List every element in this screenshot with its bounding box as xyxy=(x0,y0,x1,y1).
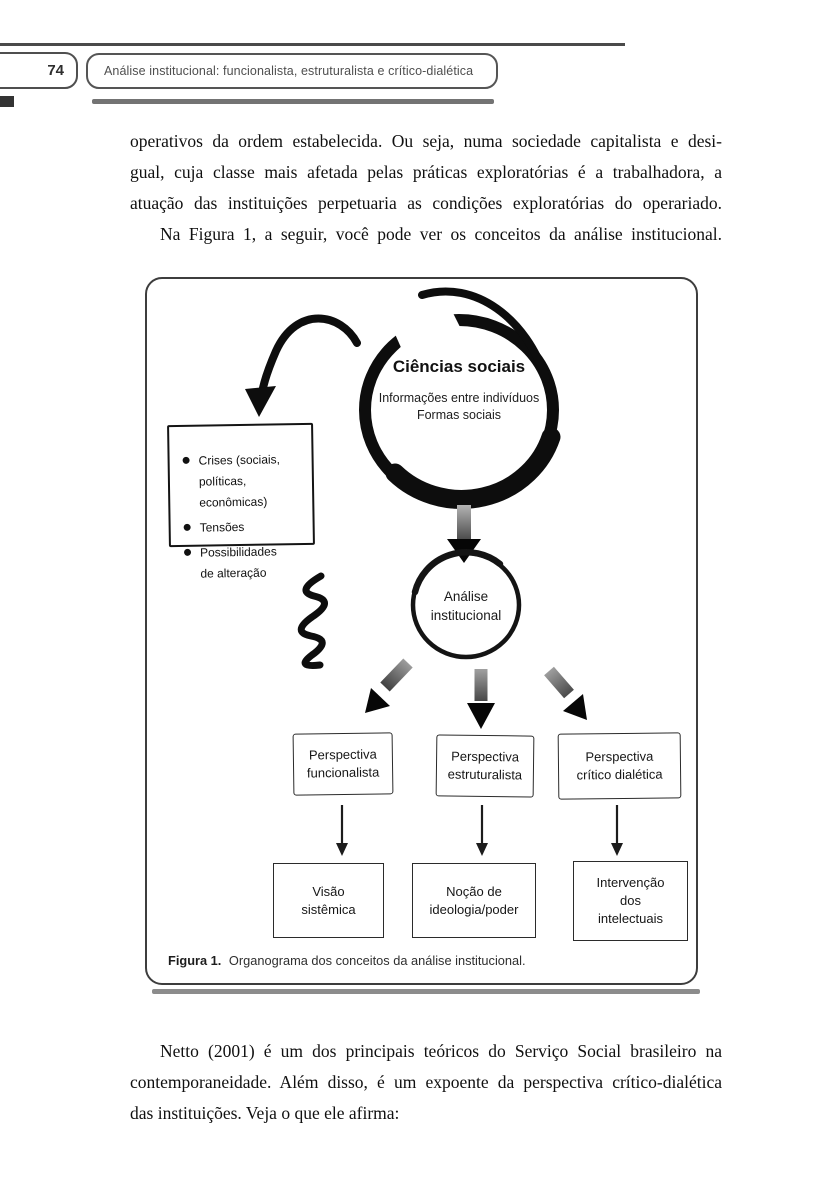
crisis-box xyxy=(167,423,315,581)
intro-line-4: Na Figura 1, a seguir, você pode ver os conceitos da análise institucional. xyxy=(160,224,722,244)
crisis-item-1-line-1: Crises (sociais, xyxy=(198,452,281,468)
intro-line-2: gual, cuja classe mais afetada pelas práticas exploratórias é a trabalhadora, a xyxy=(130,162,722,182)
fan-arrow-middle xyxy=(467,669,495,729)
chapter-title-shadow xyxy=(92,99,494,104)
figure-frame-shadow xyxy=(152,989,700,994)
o1-line-1: Visão xyxy=(312,883,345,899)
chapter-title-box xyxy=(86,53,498,89)
sciences-sub2: Formas sociais xyxy=(416,408,502,422)
p1-line-2: funcionalista xyxy=(306,764,380,781)
sciences-sub1: Informações entre indivíduos xyxy=(378,391,540,405)
header-top-rule xyxy=(0,43,625,46)
box-perspectiva-estruturalista xyxy=(436,734,535,797)
thin-arrow-middle xyxy=(476,805,488,856)
thin-arrow-right xyxy=(611,805,623,856)
crisis-item-3 xyxy=(184,541,310,585)
page-number: 74 xyxy=(47,62,64,79)
bullet-icon xyxy=(183,457,190,464)
p1-line-1: Perspectiva xyxy=(308,746,377,763)
o3-line-1: Intervenção xyxy=(596,875,665,890)
spine-mark xyxy=(0,96,14,107)
intro-line-3: atuação das instituições perpetuaria as condições exploratórias do operariado. xyxy=(130,193,722,213)
bullet-icon xyxy=(184,524,191,531)
analysis-line-2: institucional xyxy=(430,608,502,623)
sciences-title: Ciências sociais xyxy=(392,357,526,376)
intro-paragraph xyxy=(130,126,722,250)
intro-line-1: operativos da ordem estabelecida. Ou seja, numa sociedade capitalista e desi- xyxy=(130,131,722,151)
fan-arrow-right xyxy=(549,671,587,720)
sciences-circle-label xyxy=(349,357,569,424)
p3-line-1: Perspectiva xyxy=(585,748,654,765)
o2-line-2: ideologia/poder xyxy=(429,901,519,917)
fan-arrow-left xyxy=(365,663,408,713)
closing-line-2: contemporaneidade. Além disso, é um expoente da perspectiva crítico-dialética xyxy=(130,1072,722,1092)
analysis-line-1: Análise xyxy=(443,589,489,604)
figure-caption-label: Figura 1. xyxy=(168,953,222,968)
box-visao-sistemica xyxy=(273,863,384,938)
squiggle-decoration xyxy=(301,576,324,666)
analysis-circle-label xyxy=(396,587,536,625)
o1-line-2: sistêmica xyxy=(301,901,356,917)
box-perspectiva-funcionalista xyxy=(293,732,394,795)
curved-arrow xyxy=(245,319,357,418)
figure-caption xyxy=(168,953,668,968)
closing-line-3: das instituições. Veja o que ele afirma: xyxy=(130,1103,400,1123)
chapter-title: Análise institucional: funcionalista, estruturalista e crítico-dialética xyxy=(104,64,474,78)
o3-line-2: dos xyxy=(620,893,641,908)
page-number-box xyxy=(0,52,78,89)
crisis-item-2 xyxy=(184,516,309,539)
box-nocao-de-ideologia-poder xyxy=(412,863,536,938)
crisis-item-2-line-1: Tensões xyxy=(199,519,245,535)
o3-line-3: intelectuais xyxy=(597,911,664,926)
crisis-item-3-line-2: de alteração xyxy=(200,565,267,581)
figure-caption-text: Organograma dos conceitos da análise institucional. xyxy=(228,953,526,968)
bullet-icon xyxy=(184,549,191,556)
closing-line-1: Netto (2001) é um dos principais teóricos do Serviço Social brasileiro na xyxy=(160,1041,722,1061)
thin-arrow-left xyxy=(336,805,348,856)
closing-paragraph xyxy=(130,1036,722,1129)
p2-line-2: estruturalista xyxy=(447,766,523,783)
box-intervencao-dos-intelectuais xyxy=(573,861,688,941)
p2-line-1: Perspectiva xyxy=(451,748,520,765)
crisis-item-1-line-2: políticas, econômicas) xyxy=(198,473,268,510)
crisis-item-3-line-1: Possibilidades xyxy=(199,544,277,560)
o2-line-1: Noção de xyxy=(446,883,502,899)
figure-organogram xyxy=(145,277,698,985)
crisis-item-1 xyxy=(182,449,308,514)
p3-line-2: crítico dialética xyxy=(576,766,663,783)
box-perspectiva-critico-dialetica xyxy=(558,732,682,799)
